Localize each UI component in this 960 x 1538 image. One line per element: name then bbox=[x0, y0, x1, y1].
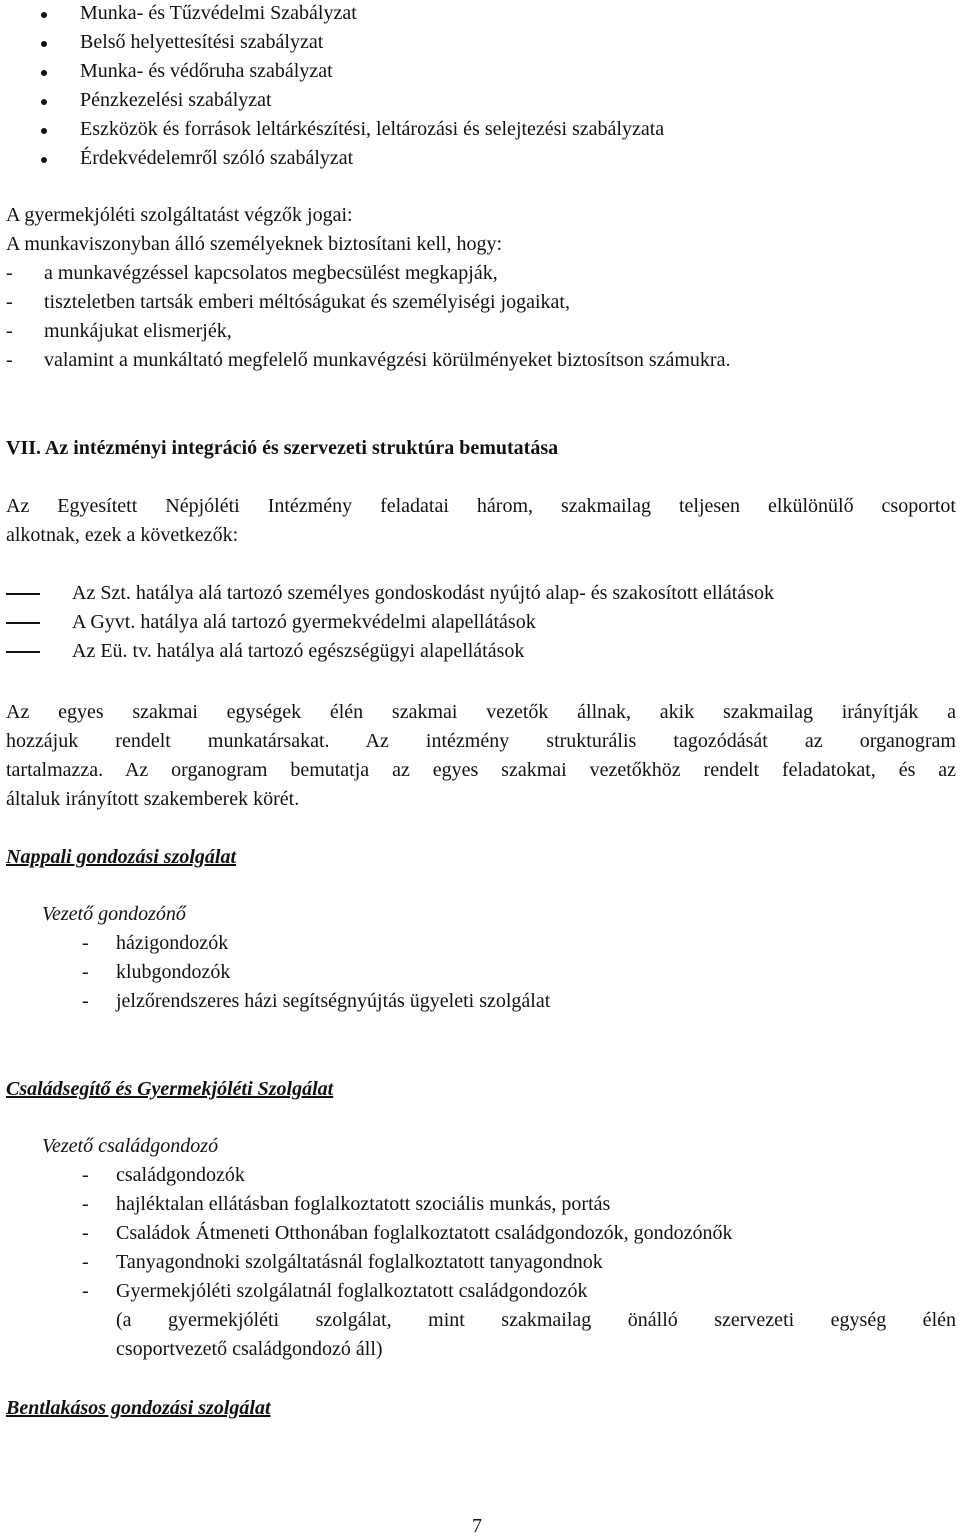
section-leader: Vezető családgondozó bbox=[42, 1135, 219, 1157]
bullet-icon bbox=[41, 157, 47, 163]
dash-marker: - bbox=[82, 1280, 89, 1302]
dash-marker: - bbox=[82, 1222, 89, 1244]
dash-marker: - bbox=[82, 961, 89, 983]
paragraph-line: tartalmazza. Az organogram bemutatja az egyes szakmai vezetőkhöz rendelt feladatokat, és az bbox=[6, 759, 956, 781]
chapter-heading: VII. Az intézményi integráció és szervezeti struktúra bemutatása bbox=[6, 437, 559, 459]
bullet-icon bbox=[41, 41, 47, 47]
dash-marker: - bbox=[82, 1251, 89, 1273]
dash-marker: - bbox=[6, 349, 13, 371]
dash-marker: - bbox=[82, 932, 89, 954]
paragraph-line: Az egyes szakmai egységek élén szakmai vezetők állnak, akik szakmailag irányítják a bbox=[6, 701, 956, 723]
dash-marker: - bbox=[82, 990, 89, 1012]
rights-intro: A munkaviszonyban álló személyeknek biztosítani kell, hogy: bbox=[6, 233, 503, 255]
dash-marker: - bbox=[6, 262, 13, 284]
bullet-icon bbox=[41, 99, 47, 105]
bullet-icon bbox=[41, 12, 47, 18]
dash-marker: - bbox=[82, 1193, 89, 1215]
dash-icon bbox=[6, 622, 40, 624]
dash-icon bbox=[6, 651, 40, 653]
section-title: Családsegítő és Gyermekjóléti Szolgálat bbox=[6, 1078, 334, 1100]
paragraph-line: Az Egyesített Népjóléti Intézmény feladatai három, szakmailag teljesen elkülönülő csoportot bbox=[6, 495, 956, 517]
section-title: Bentlakásos gondozási szolgálat bbox=[6, 1397, 271, 1419]
paragraph-line: alkotnak, ezek a következők: bbox=[6, 524, 239, 546]
rights-title: A gyermekjóléti szolgáltatást végzők jogai: bbox=[6, 204, 353, 226]
paragraph-line: hozzájuk rendelt munkatársakat. Az intézmény strukturális tagozódását az organogram bbox=[6, 730, 956, 752]
bullet-icon bbox=[41, 70, 47, 76]
section-leader: Vezető gondozónő bbox=[42, 903, 186, 925]
dash-marker: - bbox=[6, 320, 13, 342]
bullet-icon bbox=[41, 128, 47, 134]
dash-marker: - bbox=[82, 1164, 89, 1186]
page-number: 7 bbox=[472, 1515, 482, 1537]
paragraph-line: általuk irányított szakemberek körét. bbox=[6, 788, 300, 810]
note-line: (a gyermekjóléti szolgálat, mint szakmailag önálló szervezeti egység élén bbox=[116, 1309, 956, 1331]
dash-icon bbox=[6, 593, 40, 595]
section-title: Nappali gondozási szolgálat bbox=[6, 846, 237, 868]
dash-marker: - bbox=[6, 291, 13, 313]
note-line: csoportvezető családgondozó áll) bbox=[116, 1338, 383, 1360]
